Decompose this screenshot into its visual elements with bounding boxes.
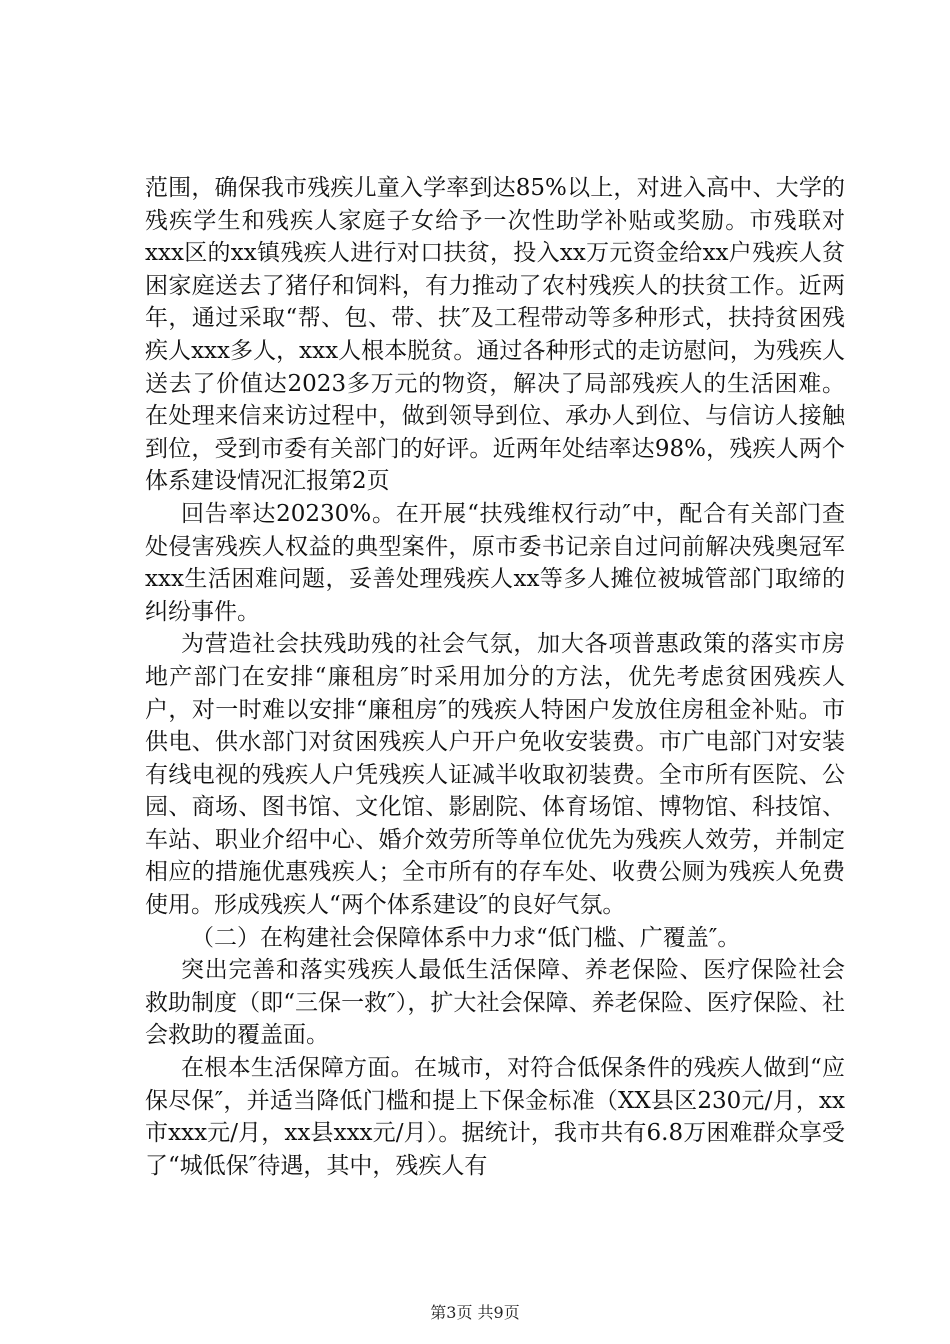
paragraph-1: 范围，确保我市残疾儿童入学率到达85%以上，对进入高中、大学的残疾学生和残疾人家庭子女给予一次性助学补贴或奖励。市残联对xxx区的xx镇残疾人进行对口扶贫，投入xx万元资金给xx户残疾人贫困家庭送去了猪仔和饲料，有力推动了农村残疾人的扶贫工作。近两年，通过采取“帮、包、带、扶″及工程带动等多种形式，扶持贫困残疾人xxx多人，xxx人根本脱贫。通过各种形式的走访慰问，为残疾人送去了价值达2023多万元的物资，解决了局部残疾人的生活困难。在处理来信来访过程中，做到领导到位、承办人到位、与信访人接触到位，受到市委有关部门的好评。近两年处结率达98%，残疾人两个体系建设情况汇报第2页: [145, 175, 845, 495]
paragraph-2: 回告率达20230%。在开展“扶残维权行动″中，配合有关部门查处侵害残疾人权益的典型案件，原市委书记亲自过问前解决残奥冠军xxx生活困难问题，妥善处理残疾人xx等多人摊位被城管部门取缔的纠纷事件。: [145, 500, 845, 625]
document-body: [145, 172, 845, 1182]
paragraph-3: 为营造社会扶残助残的社会气氛，加大各项普惠政策的落实市房地产部门在安排“廉租房″时采用加分的方法，优先考虑贫困残疾人户，对一时难以安排“廉租房″的残疾人特困户发放住房租金补贴。市供电、供水部门对贫困残疾人户开户免收安装费。市广电部门对安装有线电视的残疾人户凭残疾人证减半收取初装费。全市所有医院、公园、商场、图书馆、文化馆、影剧院、体育场馆、博物馆、科技馆、车站、职业介绍中心、婚介效劳所等单位优先为残疾人效劳，并制定相应的措施优惠残疾人；全市所有的存车处、收费公厕为残疾人免费使用。形成残疾人“两个体系建设″的良好气氛。: [145, 631, 845, 919]
paragraph-5: 突出完善和落实残疾人最低生活保障、养老保险、医疗保险社会救助制度（即“三保一救″），扩大社会保障、养老保险、医疗保险、社会救助的覆盖面。: [145, 957, 845, 1049]
page-number-footer: 第3页 共9页: [430, 1303, 520, 1322]
paragraph-6: 在根本生活保障方面。在城市，对符合低保条件的残疾人做到“应保尽保″，并适当降低门槛和提上下保金标准（XX县区230元/月，xx市xxx元/月，xx县xxx元/月）。据统计，我市共有6.8万困难群众享受了“城低保″待遇，其中，残疾人有: [145, 1055, 845, 1179]
section-heading: （二）在构建社会保障体系中力求“低门槛、广覆盖″。: [191, 924, 741, 951]
